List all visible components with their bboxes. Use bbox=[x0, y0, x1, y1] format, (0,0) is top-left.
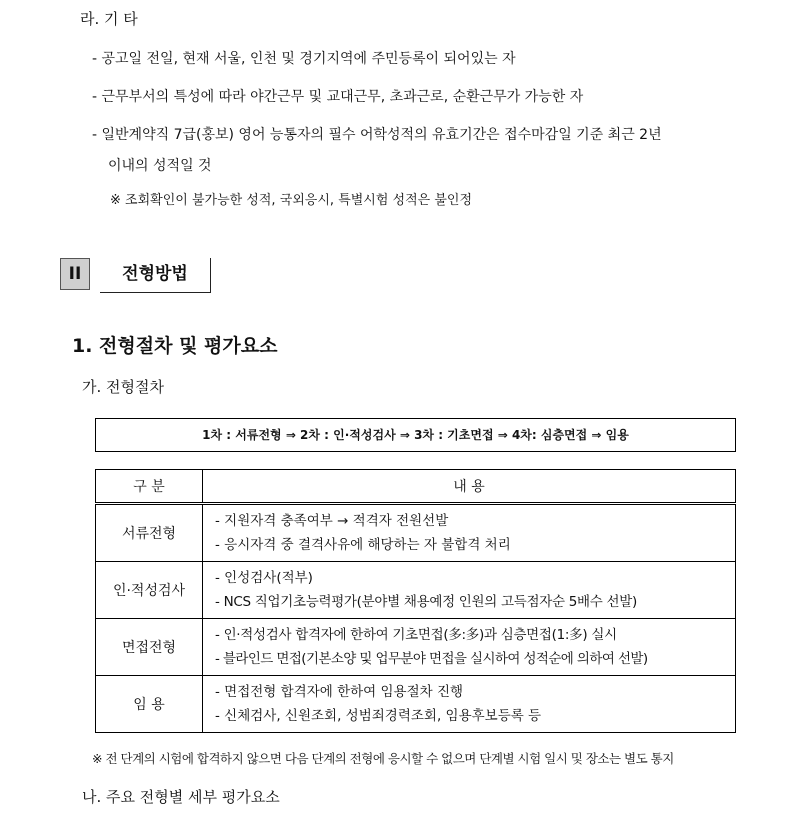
procedure-flow-box: 1차 : 서류전형 ⇒ 2차 : 인·적성검사 ⇒ 3차 : 기초면접 ⇒ 4차: 심층면접 ⇒ 임용 bbox=[95, 418, 736, 452]
table-row bbox=[96, 676, 736, 733]
row-content bbox=[203, 504, 736, 562]
row-line: - NCS 직업기초능력평가(분야별 채용예정 인원의 고득점자순 5배수 선발) bbox=[215, 594, 637, 610]
section-number-badge: II bbox=[60, 258, 90, 290]
header-category: 구 분 bbox=[96, 470, 203, 504]
table-row bbox=[96, 619, 736, 676]
sub-heading-b: 나. 주요 전형별 세부 평가요소 bbox=[82, 788, 280, 806]
header-content: 내 용 bbox=[203, 470, 736, 504]
table-header-row bbox=[96, 470, 736, 504]
row-content bbox=[203, 562, 736, 619]
misc-item-2: - 근무부서의 특성에 따라 야간근무 및 교대근무, 초과근로, 순환근무가 가능한 자 bbox=[92, 89, 584, 105]
misc-note: ※ 조회확인이 불가능한 성적, 국외응시, 특별시험 성적은 불인정 bbox=[110, 193, 473, 208]
row-line: - 인성검사(적부) bbox=[215, 570, 313, 586]
table-row bbox=[96, 562, 736, 619]
misc-heading: 라. 기 타 bbox=[80, 10, 138, 28]
heading-procedure: 1. 전형절차 및 평가요소 bbox=[72, 335, 278, 357]
row-line: - 신체검사, 신원조회, 성범죄경력조회, 임용후보등록 등 bbox=[215, 708, 542, 724]
row-content bbox=[203, 619, 736, 676]
row-content bbox=[203, 676, 736, 733]
misc-item-1: - 공고일 전일, 현재 서울, 인천 및 경기지역에 주민등록이 되어있는 자 bbox=[92, 51, 516, 67]
row-line: - 지원자격 충족여부 → 적격자 전원선발 bbox=[215, 513, 449, 529]
row-category: 임 용 bbox=[96, 676, 203, 733]
sub-heading-a: 가. 전형절차 bbox=[82, 378, 164, 396]
row-line: - 인·적성검사 합격자에 한하여 기초면접(多:多)과 심층면접(1:多) 실시 bbox=[215, 627, 617, 643]
evaluation-table bbox=[95, 469, 736, 733]
row-category: 면접전형 bbox=[96, 619, 203, 676]
misc-item-3-cont: 이내의 성적일 것 bbox=[108, 158, 212, 174]
section-title: 전형방법 bbox=[100, 258, 211, 293]
footnote: ※ 전 단계의 시험에 합격하지 않으면 다음 단계의 전형에 응시할 수 없으며 단계별 시험 일시 및 장소는 별도 통지 bbox=[92, 751, 674, 766]
row-category: 서류전형 bbox=[96, 504, 203, 562]
misc-item-3: - 일반계약직 7급(홍보) 영어 능통자의 필수 어학성적의 유효기간은 접수마감일 기준 최근 2년 bbox=[92, 127, 662, 143]
table-row bbox=[96, 504, 736, 562]
row-line: - 응시자격 중 결격사유에 해당하는 자 불합격 처리 bbox=[215, 537, 511, 553]
row-category: 인·적성검사 bbox=[96, 562, 203, 619]
row-line: - 블라인드 면접(기본소양 및 업무분야 면접을 실시하여 성적순에 의하여 선발) bbox=[215, 651, 648, 667]
row-line: - 면접전형 합격자에 한하여 임용절차 진행 bbox=[215, 684, 464, 700]
